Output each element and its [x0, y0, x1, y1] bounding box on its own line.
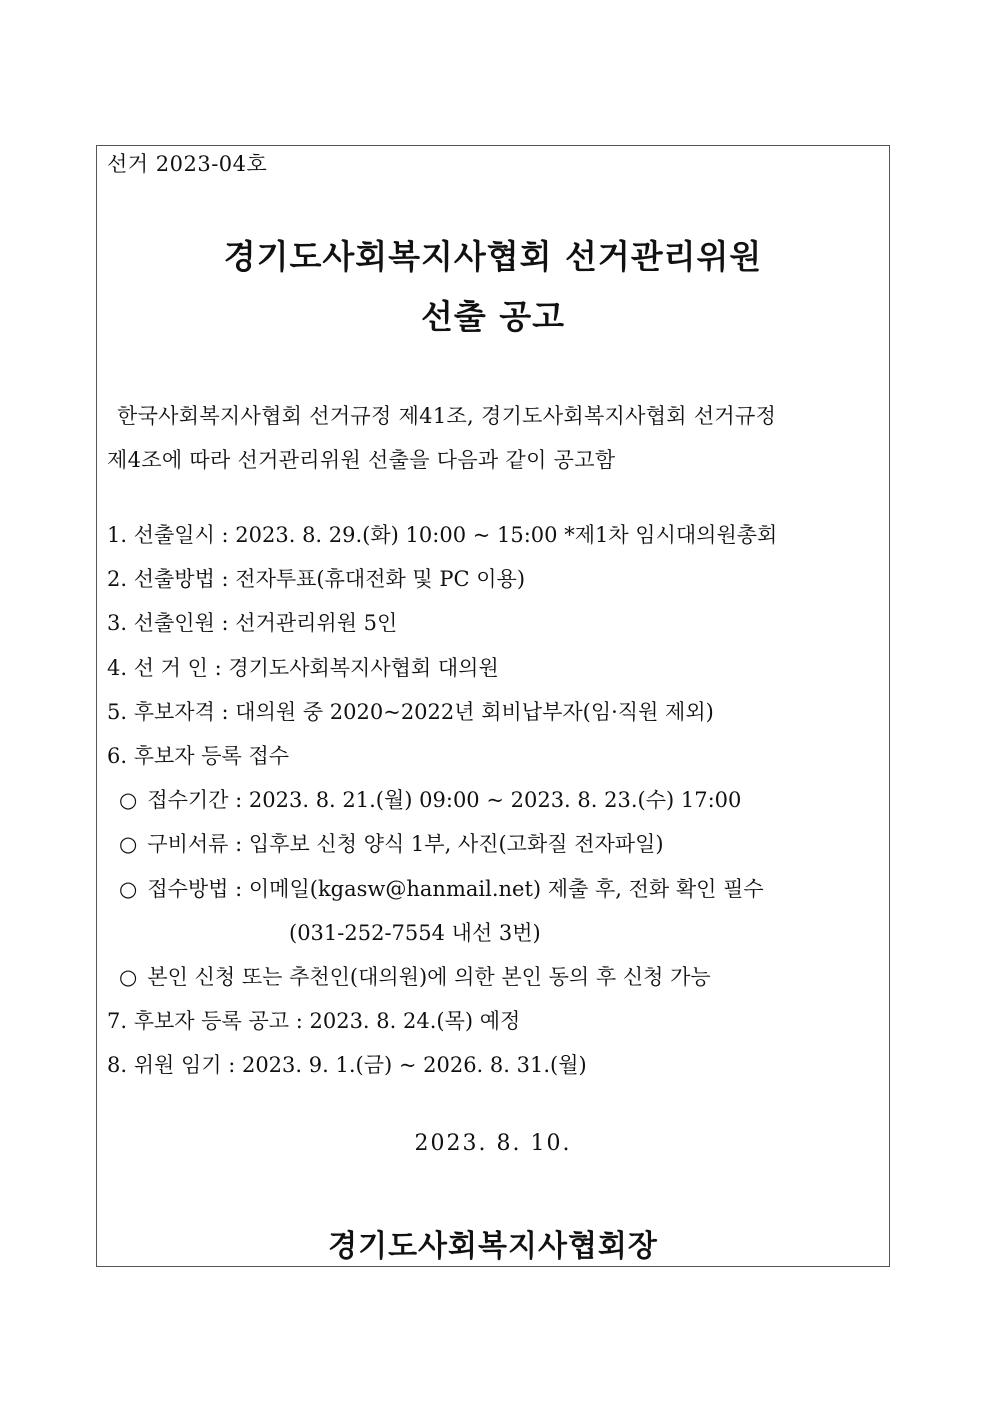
sub-item-period [107, 778, 879, 822]
item-election-count: 3. 선출인원 : 선거관리위원 5인 [107, 611, 398, 636]
intro-paragraph [107, 394, 879, 482]
sub-item-note [107, 955, 879, 999]
circle-bullet-icon: ○ [119, 832, 138, 857]
item-registration: 6. 후보자 등록 접수 [107, 743, 290, 768]
circle-bullet-icon: ○ [119, 876, 138, 901]
item-election-date: 1. 선출일시 : 2023. 8. 29.(화) 10:00 ~ 15:00 *제1차 임시대의원총회 [107, 523, 778, 547]
document-number: 선거 2023-04호 [107, 152, 268, 176]
sub-item-text: 본인 신청 또는 추천인(대의원)에 의한 본인 동의 후 신청 가능 [147, 964, 711, 989]
circle-bullet-icon: ○ [119, 788, 138, 813]
notice-title: 경기도사회복지사협회 선거관리위원 [223, 237, 763, 276]
notice-frame [96, 145, 890, 1267]
intro-line: 제4조에 따라 선거관리위원 선출을 다음과 같이 공고함 [107, 448, 616, 472]
notice-date: 2023. 8. 10. [414, 1131, 572, 1156]
notice-subtitle: 선출 공고 [420, 297, 565, 336]
sub-item-text: 구비서류 : 입후보 신청 양식 1부, 사진(고화질 전자파일) [147, 832, 664, 857]
circle-bullet-icon: ○ [119, 964, 138, 989]
notice-items [107, 513, 879, 1087]
sub-item-text: 접수방법 : 이메일(kgasw@hanmail.net) 제출 후, 전화 확인 필수 [147, 876, 764, 901]
item-eligibility: 5. 후보자격 : 대의원 중 2020~2022년 회비납부자(임·직원 제외) [107, 699, 714, 724]
item-electors: 4. 선 거 인 : 경기도사회복지사협회 대의원 [107, 655, 499, 680]
item-candidate-announcement: 7. 후보자 등록 공고 : 2023. 8. 24.(목) 예정 [107, 1009, 521, 1034]
sub-item-method [107, 867, 879, 911]
sub-item-phone: (031-252-7554 내선 3번) [289, 920, 541, 945]
item-election-method: 2. 선출방법 : 전자투표(휴대전화 및 PC 이용) [107, 567, 526, 592]
sub-item-text: 접수기간 : 2023. 8. 21.(월) 09:00 ~ 2023. 8. 23.(수) 17:00 [147, 788, 742, 813]
sub-item-documents [107, 822, 879, 866]
item-term: 8. 위원 임기 : 2023. 9. 1.(금) ~ 2026. 8. 31.(월) [107, 1053, 587, 1078]
intro-line: 한국사회복지사협회 선거규정 제41조, 경기도사회복지사협회 선거규정 [117, 404, 777, 428]
signature: 경기도사회복지사협회장 [328, 1229, 658, 1264]
